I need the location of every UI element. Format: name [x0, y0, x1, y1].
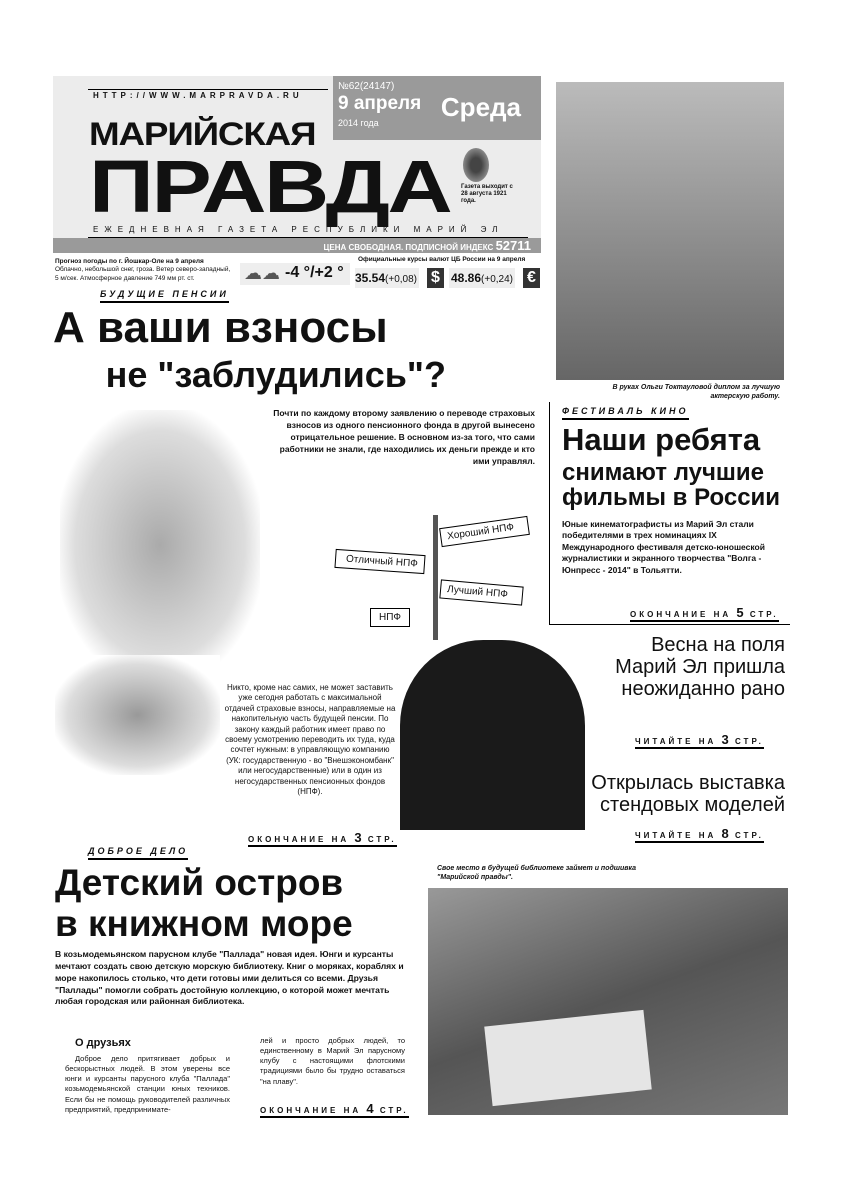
- pension-headline-2: не "заблудились"?: [105, 354, 446, 395]
- currency-title: Официальные курсы валют ЦБ России на 9 апреля: [358, 256, 526, 263]
- weather-forecast: [55, 258, 235, 283]
- couple-photo: [60, 410, 260, 680]
- order-emblem-icon: [463, 148, 489, 182]
- film-article: [549, 402, 790, 625]
- pension-lead: Почти по каждому второму заявлению о переводе страховых взносов из одного пенсионного фонда в другой вынесено отрицательное решение. В основном из-за того, что сами работники не знали, где находились их деньги прежде и кто ими управлял.: [273, 408, 535, 466]
- film-lead: Юные кинематографисты из Марий Эл стали победителями в трех номинациях IX Международного фестиваля детско-юношеской журналистики и экранного творчества "Волга - Юнпресс - 2014" в Тольятти.: [562, 519, 765, 575]
- pension-body: Никто, кроме нас самих, не может заставить уже сегодня работать с максимальной отдачей страховые взносы, направляемые на накопительную часть будущей пенсии. По закону каждый работник имеет право по своему усмотрению переводить их туда, куда сочтет нужным: в управляющую компанию (УК: государственную - во "Внешэкономбанк" или негосударственные) или в один из негосударственных пенсионных фондов (НПФ).: [224, 683, 396, 796]
- calculator-money-photo: [55, 655, 220, 775]
- title-line2: ПРАВДА: [89, 145, 451, 228]
- festival-photo: [556, 82, 784, 380]
- teaser-spring-link[interactable]: ЧИТАЙТЕ НА 3 СТР.: [635, 732, 764, 747]
- pension-kicker: БУДУЩИЕ ПЕНСИИ: [100, 289, 229, 303]
- weekday: Среда: [440, 92, 521, 122]
- man-back-photo: [400, 640, 585, 830]
- usd-value: 35.54: [355, 271, 386, 285]
- library-lead: В козьмодемьянском парусном клубе "Паллада" новая идея. Юнги и курсанты мечтают создать свою детскую морскую библиотеку. Книг о моряках, кораблях и море накопилось столько, что дети готовы ими делиться со всеми. Друзья "Паллады" помогли собрать достойную коллекцию, о которой может мечтать любая городская или районная библиотека.: [55, 949, 404, 1007]
- weather-title: Прогноз погоды по г. Йошкар-Оле на 9 апреля: [55, 258, 204, 265]
- dollar-icon: $: [427, 268, 444, 288]
- sign-2: Отличный НПФ: [334, 549, 425, 574]
- festival-photo-caption: В руках Ольги Токтауловой диплом за лучшую актерскую работу.: [612, 384, 780, 400]
- issue-number: №62(24147): [338, 81, 395, 92]
- date-box: [333, 76, 541, 140]
- cloud-snow-icon: ☁☁: [244, 263, 280, 283]
- price-bar: [53, 238, 541, 253]
- library-kicker: ДОБРОЕ ДЕЛО: [88, 846, 188, 860]
- newspaper-in-photo: [484, 1010, 651, 1106]
- founded-note: Газета выходит с 28 августа 1921 года.: [461, 184, 513, 205]
- divider: [88, 89, 328, 90]
- price-text: ЦЕНА СВОБОДНАЯ. ПОДПИСНОЙ ИНДЕКС: [323, 243, 494, 252]
- library-headline-1: Детский остров: [55, 862, 344, 903]
- signpost-pole: [433, 515, 438, 640]
- pension-headline-1: А ваши взносы: [53, 303, 388, 352]
- eur-change: (+0,24): [481, 274, 513, 285]
- tagline: ЕЖЕДНЕВНАЯ ГАЗЕТА РЕСПУБЛИКИ МАРИЙ ЭЛ: [93, 225, 504, 234]
- pension-continued-link[interactable]: ОКОНЧАНИЕ НА 3 СТР.: [248, 830, 397, 845]
- subscription-index: 52711: [495, 238, 531, 253]
- issue-year: 2014 года: [338, 118, 379, 128]
- teaser-models-headline[interactable]: Открылась выставка стендовых моделей: [591, 772, 785, 816]
- usd-rate: [355, 268, 419, 288]
- library-photo-caption: Свое место в будущей библиотеке займет и подшивка "Марийской правды".: [437, 865, 637, 881]
- sign-1: Хороший НПФ: [439, 516, 530, 547]
- film-continued-link[interactable]: ОКОНЧАНИЕ НА 5 СТР.: [630, 605, 779, 620]
- temperature: -4 °/+2 °: [285, 264, 344, 281]
- library-continued-link[interactable]: ОКОНЧАНИЕ НА 4 СТР.: [260, 1101, 409, 1116]
- title-line1: МАРИЙСКАЯ: [89, 116, 316, 152]
- teaser-spring-headline[interactable]: Весна на поля Марий Эл пришла неожиданно рано: [615, 634, 785, 700]
- film-kicker: ФЕСТИВАЛЬ КИНО: [562, 406, 689, 420]
- issue-date: 9 апреля: [338, 93, 422, 114]
- teaser-models-link[interactable]: ЧИТАЙТЕ НА 8 СТР.: [635, 826, 764, 841]
- film-headline-1: Наши ребята: [562, 422, 761, 457]
- weather-widget: [240, 263, 350, 285]
- eur-rate: [449, 268, 515, 288]
- library-col2: лей и просто добрых людей, то единственному в Марий Эл парусному клубу с настоящими флотскими традициями было бы трудно оставаться "на плаву".: [260, 1036, 405, 1086]
- library-headline-2: в книжном море: [55, 903, 353, 944]
- masthead: [53, 76, 541, 253]
- site-url[interactable]: HTTP://WWW.MARPRAVDA.RU: [93, 91, 303, 100]
- children-reading-photo: [428, 888, 788, 1115]
- usd-change: (+0,08): [385, 274, 417, 285]
- weather-text: Облачно, небольшой снег, гроза. Ветер северо-западный, 5 м/сек. Атмосферное давление 749 мм рт. ст.: [55, 266, 231, 282]
- sign-4: НПФ: [370, 608, 410, 627]
- eur-value: 48.86: [451, 271, 482, 285]
- film-headline-2: снимают лучшие фильмы в России: [562, 459, 781, 512]
- library-subhead: О друзьях: [75, 1037, 131, 1049]
- library-col1: Доброе дело притягивает добрых и бескорыстных людей. В этом уверены все юнги и курсанты парусного клуба "Паллада" козьмодемьянской станции юных техников. Если бы не помощь руководителей различных предприятий, предпринимате-: [65, 1054, 230, 1114]
- euro-icon: €: [523, 268, 540, 288]
- sign-3: Лучший НПФ: [439, 579, 523, 605]
